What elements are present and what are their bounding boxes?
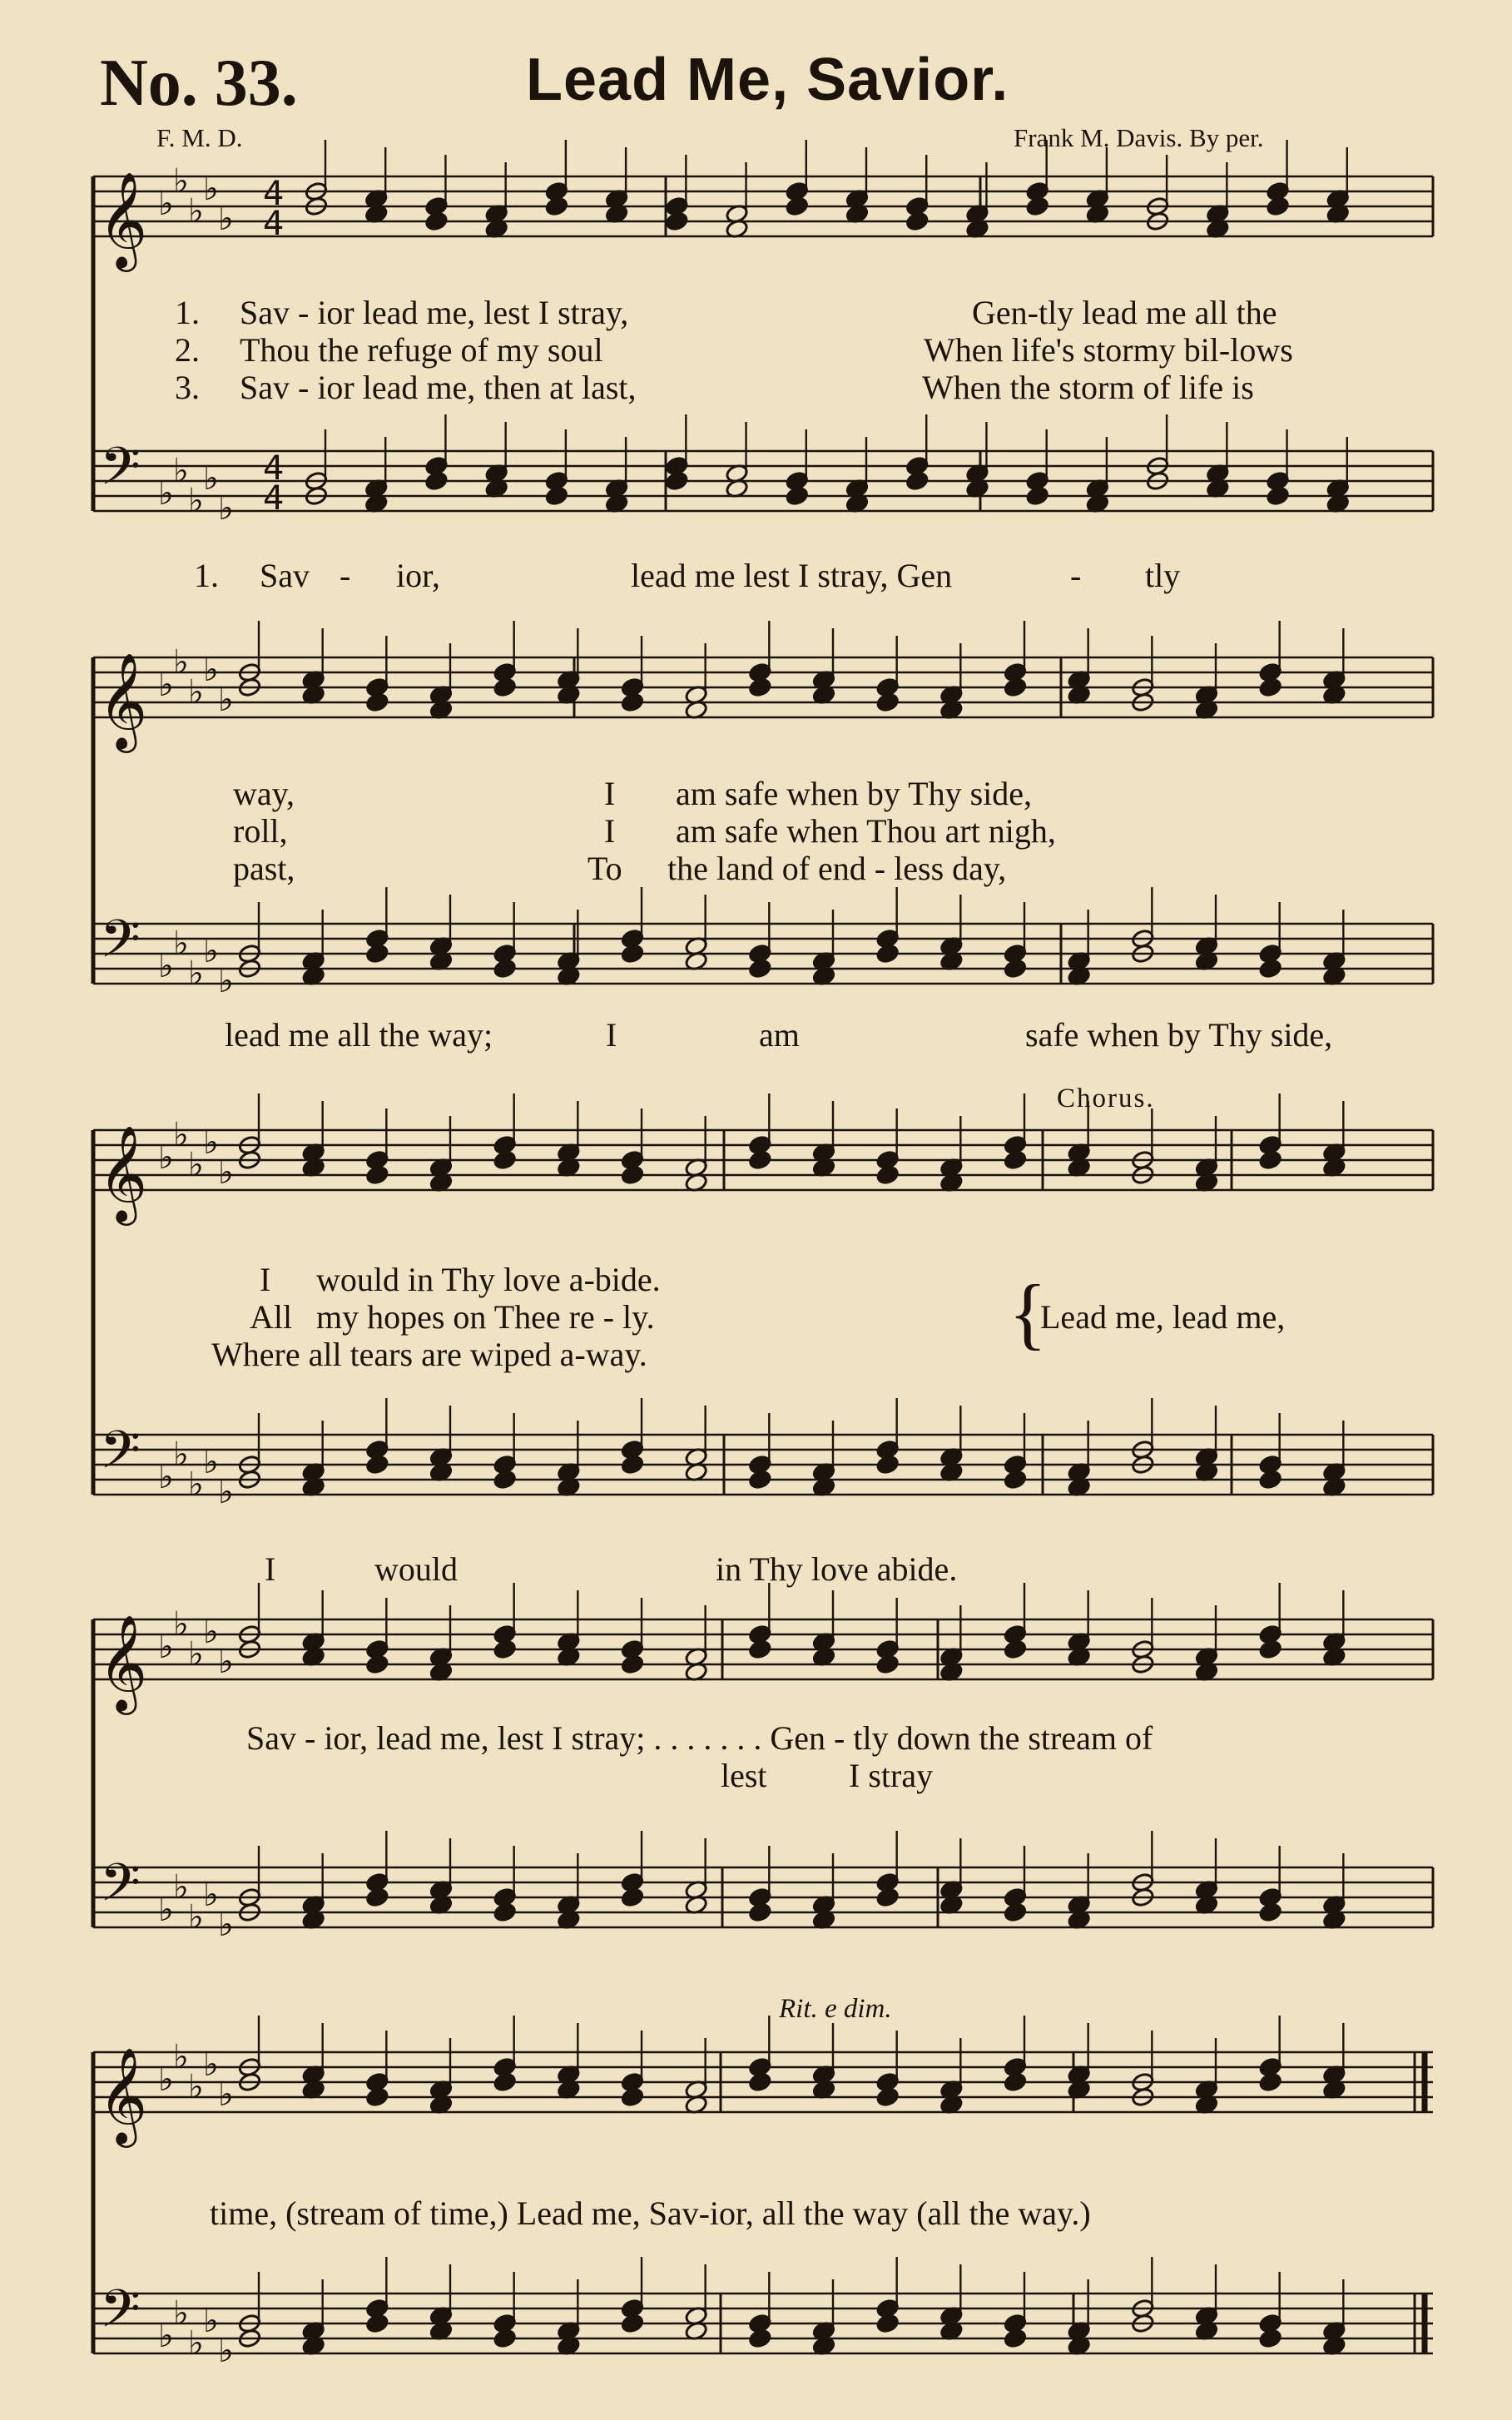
quarter-note xyxy=(1004,1150,1028,1171)
quarter-note xyxy=(424,211,449,232)
lyric-line: Gen-tly lead me all the xyxy=(972,294,1277,331)
alto-lyric: lest xyxy=(721,1757,767,1794)
quarter-note xyxy=(748,1902,772,1923)
flat-sign: ♭ xyxy=(188,673,204,712)
quarter-note xyxy=(493,677,517,698)
quarter-note xyxy=(665,211,689,232)
bass-lyric: - xyxy=(1070,557,1082,594)
alto-lyric: I stray xyxy=(849,1757,934,1794)
flat-sign: ♭ xyxy=(173,643,189,682)
flat-sign: ♭ xyxy=(188,1465,204,1504)
quarter-note xyxy=(1004,959,1028,979)
quarter-note xyxy=(748,959,772,979)
quarter-note xyxy=(875,2087,900,2108)
lyric-line: Thou the refuge of my soul xyxy=(240,331,603,369)
flat-sign: ♭ xyxy=(173,1436,189,1474)
time-signature-numerator: 4 xyxy=(263,175,285,213)
flat-sign: ♭ xyxy=(218,1643,234,1681)
quarter-note xyxy=(621,2087,645,2108)
quarter-note xyxy=(365,1165,389,1186)
flat-sign: ♭ xyxy=(218,681,234,719)
quarter-note xyxy=(875,1165,900,1186)
quarter-note xyxy=(621,944,645,965)
quarter-note xyxy=(1004,677,1028,698)
flat-sign: ♭ xyxy=(173,452,189,490)
flat-sign: ♭ xyxy=(203,1613,219,1651)
quarter-note xyxy=(1266,196,1290,217)
bass-clef-icon: 𝄢 xyxy=(100,435,141,509)
quarter-note xyxy=(493,1150,517,1171)
bass-lyric: 1. xyxy=(194,557,219,594)
lyric-line: past, xyxy=(233,850,295,887)
quarter-note xyxy=(905,471,930,492)
author-initials: F. M. D. xyxy=(156,123,243,152)
flat-sign: ♭ xyxy=(158,1138,174,1177)
lyric-line: Where all tears are wiped a-way. xyxy=(211,1336,647,1373)
flat-sign: ♭ xyxy=(173,2038,189,2076)
bass-lyric: safe when by Thy side, xyxy=(1025,1016,1333,1054)
flat-sign: ♭ xyxy=(158,2060,174,2099)
quarter-note xyxy=(365,2313,389,2334)
flat-sign: ♭ xyxy=(158,666,174,704)
time-signature-numerator: 4 xyxy=(263,449,285,488)
treble-clef-icon: 𝄞 xyxy=(98,1124,148,1222)
quarter-note xyxy=(748,1639,772,1660)
quarter-note xyxy=(493,1639,517,1660)
flat-sign: ♭ xyxy=(188,2324,204,2363)
quarter-note xyxy=(621,1455,645,1475)
flat-sign: ♭ xyxy=(188,2068,204,2106)
bass-lyric: I xyxy=(606,1016,617,1054)
quarter-note xyxy=(365,1455,389,1475)
quarter-note xyxy=(493,2328,517,2349)
flat-sign: ♭ xyxy=(203,1123,219,1162)
bass-lyric: - xyxy=(340,557,351,594)
lyric-line: When life's stormy bil-lows xyxy=(924,331,1293,369)
quarter-note xyxy=(424,471,449,492)
tempo-marking: Rit. e dim. xyxy=(779,1994,892,2024)
lyric-line: would in Thy love a-bide. xyxy=(316,1261,661,1298)
flat-sign: ♭ xyxy=(158,474,174,513)
quarter-note xyxy=(365,944,389,965)
quarter-note xyxy=(748,2328,772,2349)
flat-sign: ♭ xyxy=(173,925,189,963)
lyric-line: am safe when by Thy side, xyxy=(676,775,1033,812)
quarter-note xyxy=(365,1887,389,1908)
flat-sign: ♭ xyxy=(173,1605,189,1644)
quarter-note xyxy=(875,1455,900,1475)
flat-sign: ♭ xyxy=(218,1906,234,1944)
flat-sign: ♭ xyxy=(218,489,234,528)
flat-sign: ♭ xyxy=(173,162,189,201)
quarter-note xyxy=(545,486,569,507)
flat-sign: ♭ xyxy=(158,2317,174,2355)
quarter-note xyxy=(785,486,809,507)
lyric-line: I xyxy=(260,1261,271,1298)
bass-lyric: would xyxy=(374,1550,458,1588)
quarter-note xyxy=(1025,486,1049,507)
lyric-line: Sav - ior lead me, then at last, xyxy=(240,369,637,406)
treble-clef-icon: 𝄞 xyxy=(98,652,148,749)
time-signature-denominator: 4 xyxy=(263,205,285,243)
flat-sign: ♭ xyxy=(218,200,234,238)
lyric-line: When the storm of life is xyxy=(922,369,1254,406)
bass-clef-icon: 𝄢 xyxy=(100,1852,141,1926)
quarter-note xyxy=(1004,1902,1028,1923)
hymn-title: Lead Me, Savior. xyxy=(526,47,1009,113)
quarter-note xyxy=(545,196,569,217)
quarter-note xyxy=(621,1654,645,1675)
quarter-note xyxy=(875,1887,900,1908)
treble-clef-icon: 𝄞 xyxy=(98,171,148,268)
quarter-note xyxy=(493,1470,517,1490)
lyric-line: Sav - ior lead me, lest I stray, xyxy=(240,294,629,331)
quarter-note xyxy=(621,1165,645,1186)
time-signature-denominator: 4 xyxy=(263,479,285,518)
flat-sign: ♭ xyxy=(188,1898,204,1936)
bass-lyric: I xyxy=(265,1550,276,1588)
quarter-note xyxy=(875,2313,900,2334)
verse-number: 3. xyxy=(175,369,200,406)
quarter-note xyxy=(748,1150,772,1171)
treble-staff xyxy=(93,176,1433,236)
flat-sign: ♭ xyxy=(173,1116,189,1154)
quarter-note xyxy=(1004,1639,1028,1660)
quarter-note xyxy=(621,2313,645,2334)
flat-sign: ♭ xyxy=(158,1891,174,1929)
flat-sign: ♭ xyxy=(158,1458,174,1496)
lyric-line: am safe when Thou art nigh, xyxy=(676,812,1056,850)
quarter-note xyxy=(875,944,900,965)
quarter-note xyxy=(1258,1639,1282,1660)
chorus-label: Chorus. xyxy=(1057,1084,1155,1113)
verse-number: 1. xyxy=(175,294,200,331)
quarter-note xyxy=(365,2087,389,2108)
lyric-line: roll, xyxy=(233,812,288,850)
flat-sign: ♭ xyxy=(203,1876,219,1914)
lyric-line: the land of end - less day, xyxy=(667,850,1007,887)
quarter-note xyxy=(748,677,772,698)
treble-clef-icon: 𝄞 xyxy=(98,1614,148,1711)
bass-lyric: in Thy love abide. xyxy=(716,1550,958,1588)
flat-sign: ♭ xyxy=(188,192,204,231)
quarter-note xyxy=(1258,1470,1282,1490)
quarter-note xyxy=(493,1902,517,1923)
bass-staff xyxy=(93,451,1433,511)
flat-sign: ♭ xyxy=(188,1146,204,1184)
quarter-note xyxy=(1004,1470,1028,1490)
flat-sign: ♭ xyxy=(158,947,174,985)
bass-lyric: lead me all the way; xyxy=(225,1016,493,1054)
lyric-line: To xyxy=(587,850,622,887)
bass-lyric: tly xyxy=(1145,557,1181,594)
quarter-note xyxy=(1025,196,1049,217)
flat-sign: ♭ xyxy=(188,1635,204,1674)
flat-sign: ♭ xyxy=(203,2046,219,2084)
flat-sign: ♭ xyxy=(203,932,219,970)
hymn-number: No. 33. xyxy=(100,47,298,120)
flat-sign: ♭ xyxy=(203,170,219,208)
flat-sign: ♭ xyxy=(173,1868,189,1907)
flat-sign: ♭ xyxy=(218,2332,234,2370)
verse-brace: { xyxy=(1009,1268,1048,1357)
quarter-note xyxy=(1004,2328,1028,2349)
quarter-note xyxy=(1258,1902,1282,1923)
quarter-note xyxy=(1258,959,1282,979)
quarter-note xyxy=(493,959,517,979)
lyric-line: I xyxy=(604,775,616,812)
quarter-note xyxy=(621,692,645,713)
quarter-note xyxy=(1258,1150,1282,1171)
quarter-note xyxy=(1004,2072,1028,2093)
lyric-line: All xyxy=(250,1298,293,1336)
lyric-line: Sav - ior, lead me, lest I stray; . . . . . . . Gen - tly down the stream of xyxy=(246,1719,1153,1757)
flat-sign: ♭ xyxy=(158,1628,174,1666)
quarter-note xyxy=(1258,2072,1282,2093)
flat-sign: ♭ xyxy=(203,459,219,498)
quarter-note xyxy=(785,196,809,217)
flat-sign: ♭ xyxy=(158,185,174,223)
flat-sign: ♭ xyxy=(203,1443,219,1481)
quarter-note xyxy=(1258,677,1282,698)
lyric-line: my hopes on Thee re - ly. xyxy=(316,1298,655,1336)
bass-clef-icon: 𝄢 xyxy=(100,1419,141,1493)
bass-lyric: Sav xyxy=(260,557,310,594)
quarter-note xyxy=(875,1654,900,1675)
flat-sign: ♭ xyxy=(218,962,234,1000)
bass-lyric: am xyxy=(759,1016,800,1054)
quarter-note xyxy=(621,1887,645,1908)
quarter-note xyxy=(1266,486,1290,507)
bass-clef-icon: 𝄢 xyxy=(100,908,141,982)
flat-sign: ♭ xyxy=(173,2294,189,2333)
composer-credit: Frank M. Davis. By per. xyxy=(1014,123,1264,152)
quarter-note xyxy=(748,2072,772,2093)
quarter-note xyxy=(905,211,930,232)
flat-sign: ♭ xyxy=(188,955,204,993)
flat-sign: ♭ xyxy=(188,482,204,520)
bass-clef-icon: 𝄢 xyxy=(100,2278,141,2352)
bass-lyric: lead me lest I stray, Gen xyxy=(631,557,953,594)
quarter-note xyxy=(1258,2328,1282,2349)
quarter-note xyxy=(365,1654,389,1675)
quarter-note xyxy=(665,471,689,492)
quarter-note xyxy=(365,692,389,713)
lyric-line: time, (stream of time,) Lead me, Sav-ior, all the way (all the way.) xyxy=(210,2194,1091,2232)
chorus-lyric: Lead me, lead me, xyxy=(1040,1298,1286,1336)
flat-sign: ♭ xyxy=(203,651,219,689)
flat-sign: ♭ xyxy=(218,1473,234,1511)
lyric-line: I xyxy=(604,812,616,850)
quarter-note xyxy=(748,1470,772,1490)
quarter-note xyxy=(493,2072,517,2093)
quarter-note xyxy=(875,692,900,713)
treble-clef-icon: 𝄞 xyxy=(98,2046,148,2144)
flat-sign: ♭ xyxy=(203,2302,219,2340)
verse-number: 2. xyxy=(175,331,200,369)
flat-sign: ♭ xyxy=(218,2075,234,2114)
bass-lyric: ior, xyxy=(396,557,440,594)
flat-sign: ♭ xyxy=(218,1153,234,1192)
lyric-line: way, xyxy=(233,775,295,812)
